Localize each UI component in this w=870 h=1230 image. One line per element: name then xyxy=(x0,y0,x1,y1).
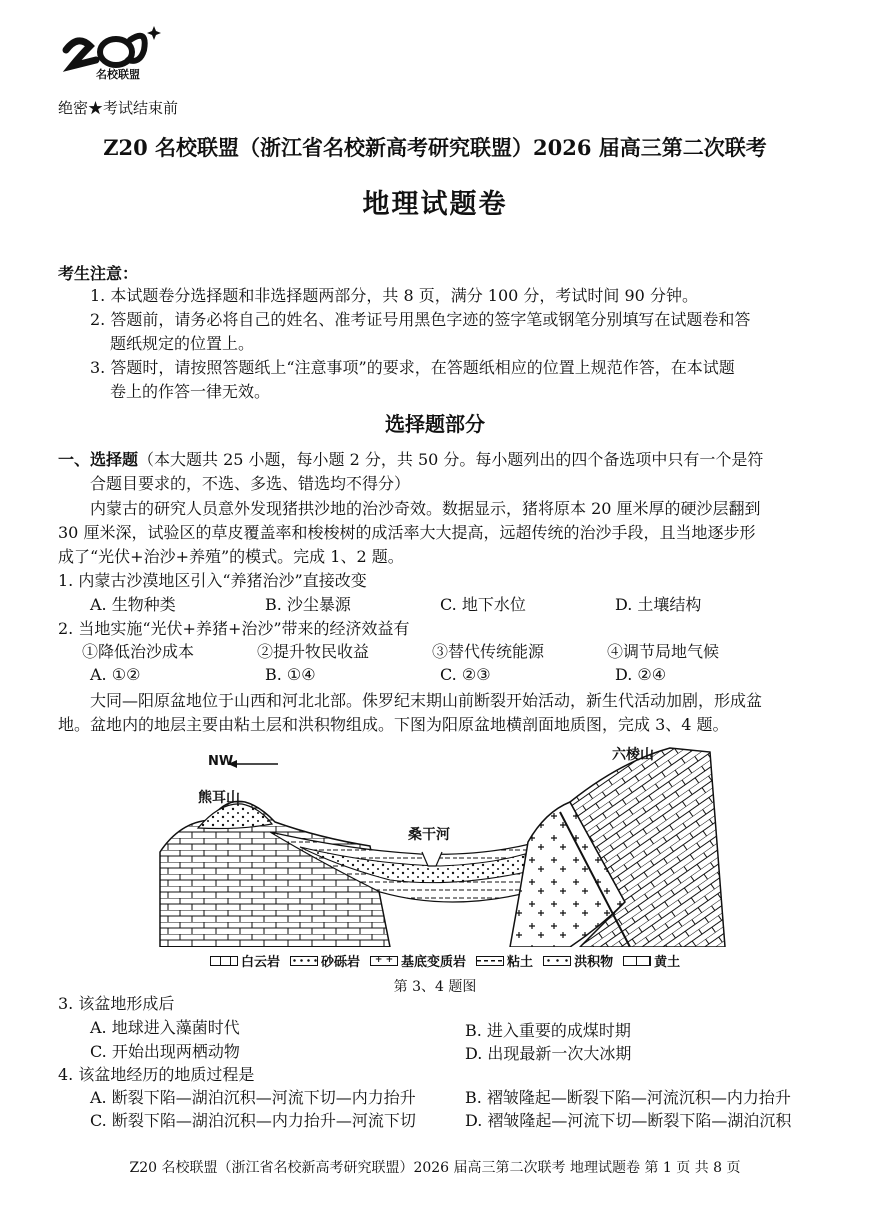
logo xyxy=(58,20,168,88)
figure-caption: 第 3、4 题图 xyxy=(393,979,477,995)
q2-option-d[interactable]: D. ②④ xyxy=(615,665,667,684)
legend-loess xyxy=(623,951,680,970)
right-mountain-label: 六棱山 xyxy=(612,747,654,763)
part1-desc-cont: 合题目要求的，不选、多选、错选均不得分） xyxy=(90,474,411,493)
q2-item-4: ④调节局地气候 xyxy=(607,642,720,661)
section-title: 选择题部分 xyxy=(385,412,485,436)
q2-option-a[interactable]: A. ①② xyxy=(90,665,141,684)
q2-stem: 2. 当地实施“光伏+养猪+治沙”带来的经济效益有 xyxy=(58,619,410,638)
direction-label: NW xyxy=(208,754,234,769)
q1-option-d[interactable]: D. 土壤结构 xyxy=(615,595,702,614)
q4-option-d[interactable]: D. 褶皱隆起—河流下切—断裂下陷—湖泊沉积 xyxy=(465,1111,792,1130)
q3-option-d[interactable]: D. 出现最新一次大冰期 xyxy=(465,1044,632,1063)
q2-item-2: ②提升牧民收益 xyxy=(257,642,370,661)
q4-stem: 4. 该盆地经历的地质过程是 xyxy=(58,1065,255,1084)
q1-option-a[interactable]: A. 生物种类 xyxy=(90,595,176,614)
notice-item-1: 1. 本试题卷分选择题和非选择题两部分，共 8 页，满分 100 分，考试时间 90 分钟。 xyxy=(90,286,698,305)
q3-option-a[interactable]: A. 地球进入藻菌时代 xyxy=(90,1018,240,1037)
passage2-line1: 大同—阳原盆地位于山西和河北北部。侏罗纪末期山前断裂开始活动，新生代活动加剧，形成盆 xyxy=(90,691,763,710)
legend-clay xyxy=(476,951,533,970)
q4-option-a[interactable]: A. 断裂下陷—湖泊沉积—河流下切—内力抬升 xyxy=(90,1088,416,1107)
notice-item-2-cont: 题纸规定的位置上。 xyxy=(110,334,255,353)
notice-item-2: 2. 答题前，请务必将自己的姓名、准考证号用黑色字迹的签字笔或钢笔分别填写在试题卷和答 xyxy=(90,310,751,329)
passage1-line2: 30 厘米深，试验区的草皮覆盖率和梭梭树的成活率大大提高，远超传统的治沙手段，且当地逐步形 xyxy=(58,523,756,542)
legend-alluvial xyxy=(543,951,613,970)
legend-label: 洪积物 xyxy=(574,955,614,970)
q3-option-c[interactable]: C. 开始出现两栖动物 xyxy=(90,1042,240,1061)
legend-label: 砂砾岩 xyxy=(321,955,361,970)
exam-title: Z20 名校联盟（浙江省名校新高考研究联盟）2026 届高三第二次联考 xyxy=(103,135,767,160)
notice-item-3: 3. 答题时，请按照答题纸上“注意事项”的要求，在答题纸相应的位置上规范作答，在本试题 xyxy=(90,358,735,377)
passage1-line1: 内蒙古的研究人员意外发现猪拱沙地的治沙奇效。数据显示，猪将原本 20 厘米厚的硬沙层翻到 xyxy=(90,499,761,518)
swatch-clay xyxy=(476,956,504,966)
legend-label: 黄土 xyxy=(654,955,681,970)
swatch-alluvial xyxy=(543,956,571,966)
q1-options xyxy=(90,594,790,616)
q2-item-1: ①降低治沙成本 xyxy=(82,642,195,661)
part1-desc: （本大题共 25 小题，每小题 2 分，共 50 分。每小题列出的四个备选项中只有一个是符 xyxy=(138,450,764,469)
q1-stem: 1. 内蒙古沙漠地区引入“养猪治沙”直接改变 xyxy=(58,571,367,590)
q2-items xyxy=(82,641,782,663)
q3-stem: 3. 该盆地形成后 xyxy=(58,994,175,1013)
paper-title: 地理试题卷 xyxy=(362,189,508,220)
q3-option-b[interactable]: B. 进入重要的成煤时期 xyxy=(465,1021,631,1040)
q2-option-c[interactable]: C. ②③ xyxy=(440,665,491,684)
q2-item-3: ③替代传统能源 xyxy=(432,642,545,661)
legend-sandy-gravel xyxy=(290,951,360,970)
swatch-loess xyxy=(623,956,651,966)
part1-label: 一、选择题 xyxy=(58,450,139,469)
q4-option-b[interactable]: B. 褶皱隆起—断裂下陷—河流沉积—内力抬升 xyxy=(465,1088,791,1107)
figure-legend xyxy=(210,951,680,970)
q1-option-c[interactable]: C. 地下水位 xyxy=(440,595,526,614)
q4-option-c[interactable]: C. 断裂下陷—湖泊沉积—内力抬升—河流下切 xyxy=(90,1111,416,1130)
swatch-metamorphic: + + xyxy=(370,956,398,966)
part1-instructions xyxy=(58,449,763,471)
legend-metamorphic xyxy=(370,951,466,970)
geology-figure xyxy=(150,742,730,947)
notice-item-3-cont: 卷上的作答一律无效。 xyxy=(110,382,271,401)
passage2-line2: 地。盆地内的地层主要由粘土层和洪积物组成。下图为阳原盆地横剖面地质图，完成 3、4 题。 xyxy=(58,715,729,734)
legend-label: 粘土 xyxy=(507,955,534,970)
notice-heading: 考生注意： xyxy=(58,264,139,283)
q2-option-b[interactable]: B. ①④ xyxy=(265,665,316,684)
left-mountain-label: 熊耳山 xyxy=(198,790,240,806)
page-footer: Z20 名校联盟（浙江省名校新高考研究联盟）2026 届高三第二次联考 地理试题卷 第 1 页 共 8 页 xyxy=(129,1160,741,1176)
legend-label: 基底变质岩 xyxy=(401,955,467,970)
legend-dolomite xyxy=(210,951,280,970)
q1-option-b[interactable]: B. 沙尘暴源 xyxy=(265,595,351,614)
cross-section-diagram xyxy=(150,742,730,947)
secret-label: 绝密★考试结束前 xyxy=(58,99,179,117)
river-label: 桑干河 xyxy=(408,827,450,843)
passage1-line3: 成了“光伏+治沙+养殖”的模式。完成 1、2 题。 xyxy=(58,547,404,566)
logo-text: 名校联盟 xyxy=(96,68,140,81)
swatch-sandy-gravel xyxy=(290,956,318,966)
q2-options xyxy=(90,664,790,686)
swatch-dolomite xyxy=(210,956,238,966)
legend-label: 白云岩 xyxy=(241,955,281,970)
